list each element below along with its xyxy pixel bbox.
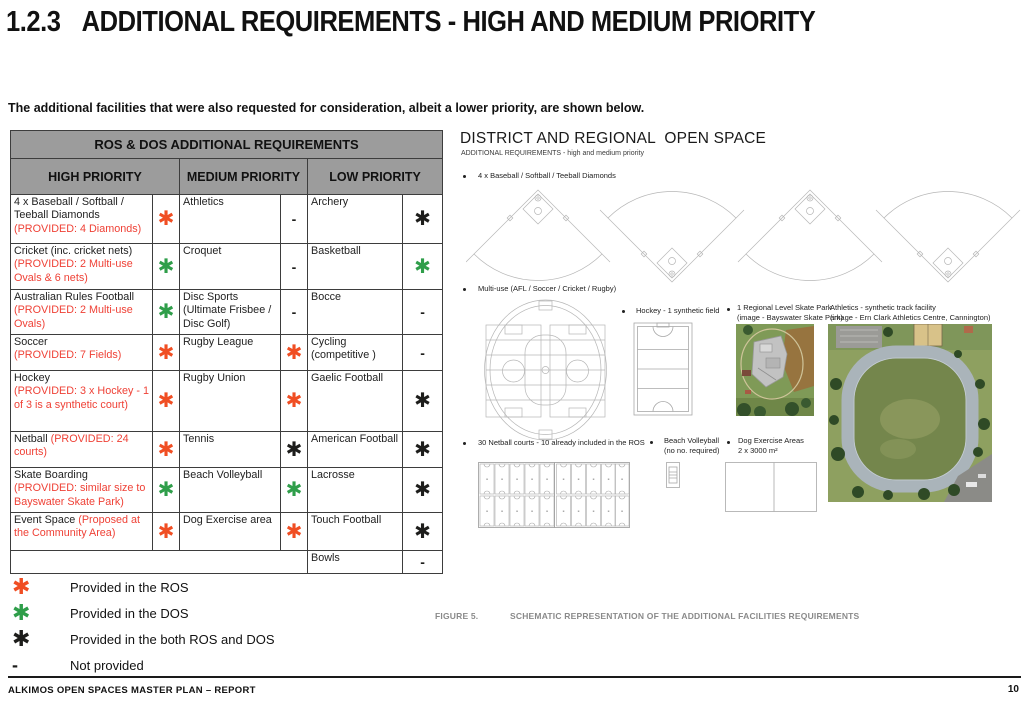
col-medium-priority: MEDIUM PRIORITY xyxy=(180,159,308,195)
facility-name: Archery xyxy=(311,196,349,208)
symbol-cell: ✱ xyxy=(153,244,180,290)
cell-low xyxy=(308,551,403,574)
cell-high xyxy=(11,290,153,335)
symbol-cell: ✱ xyxy=(281,468,308,513)
facility-name: Soccer xyxy=(14,336,48,348)
symbol-cell: - xyxy=(281,244,308,290)
col-high-priority: HIGH PRIORITY xyxy=(11,159,180,195)
facility-note: (PROVIDED: similar size to Bayswater Skate Park) xyxy=(14,482,146,508)
hockey-field-diagram xyxy=(633,322,693,416)
dash-icon: - xyxy=(12,655,18,675)
symbol-cell: - xyxy=(403,551,443,574)
bullet-subtext: (no no. required) xyxy=(664,446,720,456)
table-row xyxy=(11,551,443,574)
facility-name: 4 x Baseball / Softball / Teeball Diamonds xyxy=(14,196,124,222)
bullet-subtext: (image - Bayswater Skate Park) xyxy=(737,313,843,323)
figure-number: FIGURE 5. xyxy=(435,611,479,621)
symbol-cell: ✱ xyxy=(403,432,443,468)
page-number: 10 xyxy=(1007,684,1019,695)
legend xyxy=(8,574,338,678)
symbol-cell: ✱ xyxy=(153,468,180,513)
bullet-icon xyxy=(622,310,625,313)
cell-high xyxy=(11,371,153,432)
symbol-cell: ✱ xyxy=(153,335,180,371)
athletics-track-photo xyxy=(828,324,992,502)
facility-name: Bowls xyxy=(311,552,340,564)
bullet-skate-park xyxy=(737,303,843,323)
cell-medium xyxy=(180,290,281,335)
symbol-cell: - xyxy=(403,290,443,335)
both-asterisk-icon: ✱ xyxy=(12,626,31,651)
bullet-subtext: 2 x 3000 m² xyxy=(738,446,778,456)
legend-item-not-provided xyxy=(8,652,338,678)
facility-name: Lacrosse xyxy=(311,469,355,481)
facility-note: (PROVIDED: 3 x Hockey - 1 of 3 is a synthetic court) xyxy=(14,385,149,411)
bullet-dog-exercise xyxy=(738,436,804,456)
table-row xyxy=(11,432,443,468)
multiuse-oval-diagram xyxy=(478,297,613,443)
bullet-multiuse: Multi-use (AFL / Soccer / Cricket / Rugby) xyxy=(478,284,617,293)
table-row xyxy=(11,195,443,244)
bullet-icon xyxy=(727,441,730,444)
bullet-athletics xyxy=(830,303,991,323)
bullet-icon xyxy=(650,441,653,444)
facility-name: Tennis xyxy=(183,433,215,445)
beach-volleyball-diagram xyxy=(666,462,680,488)
facility-name: Cycling (competitive ) xyxy=(311,336,376,362)
cell-empty xyxy=(11,551,308,574)
cell-low xyxy=(308,244,403,290)
facility-name: Athletics xyxy=(183,196,224,208)
legend-label: Provided in the ROS xyxy=(70,579,189,595)
bullet-netball: 30 Netball courts - 10 already included in the ROS xyxy=(478,438,645,447)
legend-label: Not provided xyxy=(70,657,144,673)
dog-exercise-diagram xyxy=(725,462,817,512)
facility-name: Rugby Union xyxy=(183,372,246,384)
skate-park-photo xyxy=(736,324,814,416)
facility-note: (PROVIDED: 2 Multi-use Ovals & 6 nets) xyxy=(14,258,133,284)
dos-asterisk-icon: ✱ xyxy=(12,600,31,625)
cell-low xyxy=(308,290,403,335)
table-row xyxy=(11,513,443,551)
facility-name: Rugby League xyxy=(183,336,254,348)
facility-note: (PROVIDED: 24 courts) xyxy=(14,433,129,459)
cell-low xyxy=(308,513,403,551)
cell-high xyxy=(11,513,153,551)
table-row xyxy=(11,244,443,290)
facility-note: (PROVIDED: 4 Diamonds) xyxy=(14,222,142,235)
symbol-cell: - xyxy=(403,335,443,371)
facility-name: Basketball xyxy=(311,245,361,257)
symbol-cell: ✱ xyxy=(153,195,180,244)
cell-medium xyxy=(180,244,281,290)
facility-name: Disc Sports (Ultimate Frisbee / Disc Golf) xyxy=(183,291,272,330)
symbol-cell: ✱ xyxy=(153,371,180,432)
facility-name: Australian Rules Football xyxy=(14,291,135,303)
facility-name: Skate Boarding xyxy=(14,469,88,481)
symbol-cell: ✱ xyxy=(403,244,443,290)
cell-high xyxy=(11,432,153,468)
bullet-text: 1 Regional Level Skate Park xyxy=(737,303,832,312)
table-row xyxy=(11,335,443,371)
baseball-diamonds-diagram xyxy=(466,184,1026,294)
facility-name: Event Space xyxy=(14,514,76,526)
legend-label: Provided in the DOS xyxy=(70,605,189,621)
legend-item-both xyxy=(8,626,338,652)
symbol-cell: - xyxy=(281,195,308,244)
cell-low xyxy=(308,195,403,244)
bullet-beach-volleyball xyxy=(664,436,719,456)
symbol-cell: ✱ xyxy=(403,195,443,244)
footer-report-title: ALKIMOS OPEN SPACES MASTER PLAN – REPORT xyxy=(8,685,256,696)
bullet-text: Beach Volleyball xyxy=(664,436,720,445)
bullet-subtext: (image - Ern Clark Athletics Centre, Cannington) xyxy=(830,313,991,323)
cell-low xyxy=(308,432,403,468)
table-row xyxy=(11,290,443,335)
symbol-cell: ✱ xyxy=(281,432,308,468)
schematic-title: DISTRICT AND REGIONAL OPEN SPACE xyxy=(460,130,767,147)
bullet-icon xyxy=(727,308,730,311)
bullet-icon xyxy=(463,288,466,291)
cell-medium xyxy=(180,513,281,551)
cell-low xyxy=(308,371,403,432)
cell-high xyxy=(11,195,153,244)
table-header-row xyxy=(11,159,443,195)
facility-name: Netball xyxy=(14,433,48,445)
col-low-priority: LOW PRIORITY xyxy=(308,159,443,195)
bullet-baseball: 4 x Baseball / Softball / Teeball Diamonds xyxy=(478,171,616,180)
table-row xyxy=(11,371,443,432)
facility-name: Hockey xyxy=(14,372,51,384)
ros-asterisk-icon: ✱ xyxy=(12,574,31,599)
facility-name: Touch Football xyxy=(311,514,382,526)
section-title: ADDITIONAL REQUIREMENTS - HIGH AND MEDIUM PRIORITY xyxy=(81,6,816,38)
page-title xyxy=(6,6,815,39)
figure-caption-text: SCHEMATIC REPRESENTATION OF THE ADDITIONAL FACILITIES REQUIREMENTS xyxy=(510,611,860,621)
netball-courts-diagram xyxy=(478,462,630,528)
symbol-cell: ✱ xyxy=(403,513,443,551)
bullet-icon xyxy=(463,442,466,445)
legend-label: Provided in the both ROS and DOS xyxy=(70,631,275,647)
symbol-cell: ✱ xyxy=(403,371,443,432)
facility-name: Croquet xyxy=(183,245,222,257)
facility-name: Cricket (inc. cricket nets) xyxy=(14,245,133,257)
facility-note: (Proposed at the Community Area) xyxy=(14,514,141,540)
symbol-cell: ✱ xyxy=(281,335,308,371)
cell-medium xyxy=(180,195,281,244)
facility-name: Gaelic Football xyxy=(311,372,384,384)
intro-text: The additional facilities that were also requested for consideration, albeit a lower priority, are shown below. xyxy=(8,101,645,115)
cell-medium xyxy=(180,371,281,432)
section-number: 1.2.3 xyxy=(6,6,61,38)
requirements-table xyxy=(10,130,443,574)
cell-high xyxy=(11,335,153,371)
cell-medium xyxy=(180,468,281,513)
cell-medium xyxy=(180,335,281,371)
symbol-cell: - xyxy=(281,290,308,335)
cell-high xyxy=(11,244,153,290)
facility-name: Bocce xyxy=(311,291,342,303)
facility-name: Dog Exercise area xyxy=(183,514,272,526)
symbol-cell: ✱ xyxy=(281,371,308,432)
legend-item-ros xyxy=(8,574,338,600)
schematic-subtitle: ADDITIONAL REQUIREMENTS - high and medium priority xyxy=(461,150,644,157)
table-title-row xyxy=(11,131,443,159)
cell-low xyxy=(308,335,403,371)
facility-note: (PROVIDED: 7 Fields) xyxy=(14,349,122,362)
legend-item-dos xyxy=(8,600,338,626)
figure-caption xyxy=(435,611,859,621)
symbol-cell: ✱ xyxy=(153,290,180,335)
cell-low xyxy=(308,468,403,513)
symbol-cell: ✱ xyxy=(281,513,308,551)
symbol-cell: ✱ xyxy=(153,513,180,551)
facility-note: (PROVIDED: 2 Multi-use Ovals) xyxy=(14,304,133,330)
symbol-cell: ✱ xyxy=(403,468,443,513)
bullet-text: Dog Exercise Areas xyxy=(738,436,804,445)
facility-name: Beach Volleyball xyxy=(183,469,263,481)
facility-name: American Football xyxy=(311,433,399,445)
bullet-text: Athletics - synthetic track facility xyxy=(830,303,936,312)
table-row xyxy=(11,468,443,513)
footer-divider xyxy=(8,676,1021,678)
bullet-icon xyxy=(463,175,466,178)
cell-medium xyxy=(180,432,281,468)
cell-high xyxy=(11,468,153,513)
bullet-hockey: Hockey - 1 synthetic field xyxy=(636,306,720,315)
table-title: ROS & DOS ADDITIONAL REQUIREMENTS xyxy=(11,131,443,159)
symbol-cell: ✱ xyxy=(153,432,180,468)
